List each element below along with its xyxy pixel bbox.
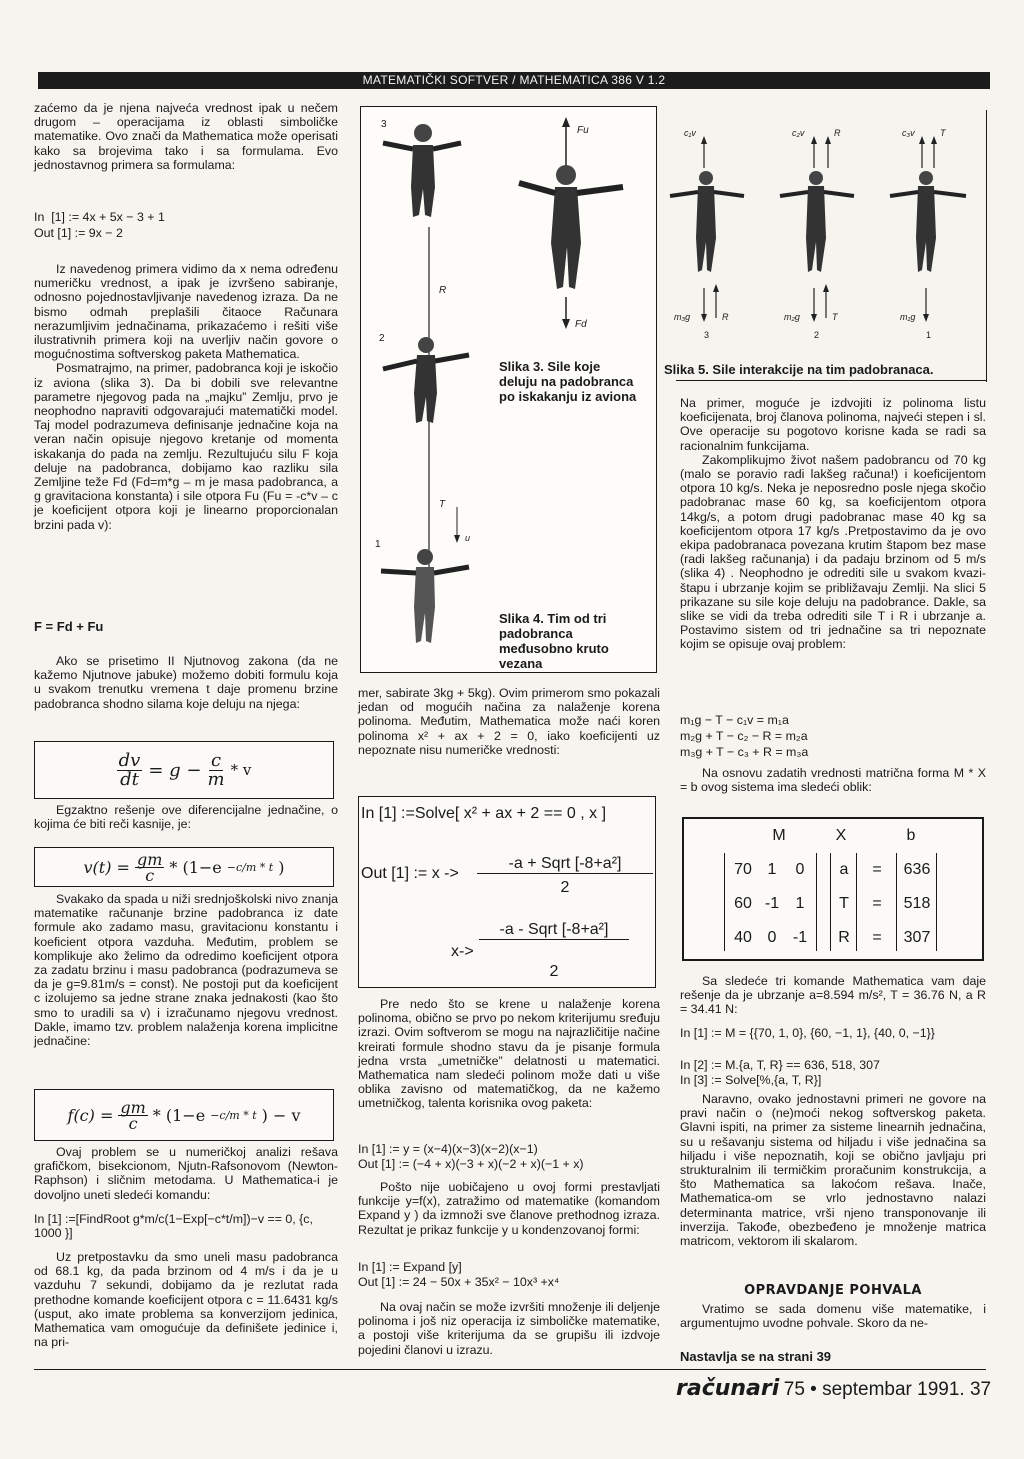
- middle-code-1-out: Out [1] := (−4 + x)(−3 + x)(−2 + x)(−1 + x): [358, 1157, 584, 1171]
- matrix-cell: 1: [795, 895, 805, 912]
- footer: [676, 1376, 991, 1401]
- matrix-m-left-bar: [724, 853, 725, 951]
- parachutist-icon-single: [519, 165, 623, 289]
- left-column-top: [34, 101, 338, 172]
- left-para-8: Uz pretpostavku da smo uneli masu padobranca od 68.1 kg, da pada brzinom od 4 m/s i da je u vazduhu 7 sekundi, dobijamo da je rezlutat rada prethodne komande koeficijent otpora c = 11.6431 kg/s (usput, ako imate problema sa konverzijom jedinica, Mathematica vam omogućuje da definišete jedinice i, na pri-: [34, 1250, 338, 1350]
- matrix-cell: 40: [734, 929, 752, 946]
- matrix-cell: -1: [792, 929, 808, 946]
- fig5-bottom-label-2: R: [722, 312, 729, 322]
- fig5-bottom-label-1: m₃g: [674, 312, 691, 322]
- right-column-para4: [680, 974, 986, 1017]
- middle-code-2-out: Out [1] := 24 − 50x + 35x² − 10x³ +x⁴: [358, 1275, 560, 1289]
- matrix-cell: 60: [734, 895, 752, 912]
- fig5-frame-right: [986, 110, 987, 382]
- solve-numerator-1: -a + Sqrt [-8+a²]: [477, 855, 653, 874]
- matrix-b-right-bar: [936, 853, 937, 951]
- fig5-bottom-label-5: m₁g: [900, 312, 916, 322]
- right-cmd-3: In [3] := Solve[%,{a, T, R}]: [680, 1073, 822, 1087]
- parachutist-icon-fig5-3: [670, 171, 744, 272]
- figure-5-area: [664, 112, 990, 342]
- matrix-cell: T: [839, 895, 849, 912]
- page-header: MATEMATIČKI SOFTVER / MATHEMATICA 386 V 1.2: [38, 72, 990, 89]
- matrix-cell: -1: [764, 895, 780, 912]
- matrix-cell: a: [839, 861, 849, 878]
- matrix-header-m: M: [772, 827, 786, 844]
- middle-para-3: Pošto nije uobičajeno u ovoj formi prestavljati funkcije y=f(x), zatražimo od matematike (komandom Expand y ) da izmnoži sve članove prethodnog izraza. Rezultat je prikaz funkcije y u kondenzovanoj formi:: [358, 1180, 660, 1237]
- team-forces-svg: [664, 112, 990, 342]
- label-t: T: [439, 499, 446, 510]
- label-fu: Fu: [577, 125, 589, 136]
- system-eq-3: m₃g + T − c₃ + R = m₃a: [680, 745, 809, 759]
- middle-para-4: Na ovaj način se može izvršiti množenje ili deljenje polinoma i još niz operacija iz simboličke matematike, a postoji više kriterijuma da se grupišu ili izdvoje pojedini članovi u izrazu.: [358, 1300, 660, 1357]
- left-para-1: zaćemo da je njena najveća vrednost ipak u nečem drugom – operacijama iz oblasti simboličke matematike. Ovo znači da Mathematica može operisati kako sa brojevima tako i sa formulama. Evo jednostavnog primera sa formulama:: [34, 101, 338, 172]
- fig5-number-3: 3: [704, 330, 710, 340]
- solve-out-label: Out [1] := x ->: [361, 865, 459, 882]
- left-column-para5: [34, 803, 338, 831]
- right-para-2: Zakomplikujmo život našem padobrancu od 70 kg (malo se poravio radi lakšeg računa!) i koeficijentom otpora 10 kg/s. Neka je neposredno posle njega skočio padobranac mase 60 kg, sa koeficijentom otpora 14kg/s, a potom drugi padobranac mase 40 kg sa koeficijentom otpora 17 kg/s .Pretpostavimo da je ovo ekipa padobranaca povezana krutim štapom bez mase (radi lakšeg računanja) i da padaju brzinom od 5 m/s (slika 4) . Neophodno je odrediti sile u svakom kvazi-štapu i ubrzanje kojim se približavaju Zemlji. Na slici 5 prikazane su sile koje deluju na padobrance. Dakle, sa slike se vidi da treba odrediti sile T i R i ubrzanje a. Postavimo sistem od tri jednačine sa tri nepoznate kojim se opisuje ovaj problem:: [680, 452, 986, 652]
- solve-denominator-2: 2: [549, 963, 559, 980]
- figure-3-4-frame: [360, 106, 657, 673]
- left-column-para4: [34, 654, 338, 711]
- right-cmd-2: In [2] := M.{a, T, R} == 636, 518, 307: [680, 1058, 880, 1072]
- eq-fc: f(c) = $\frac{gm}{c}$ * (1−e −c/m * t ) − v: [67, 1097, 301, 1133]
- matrix-cell: 307: [903, 929, 931, 946]
- label-number-1: 1: [375, 539, 381, 550]
- matrix-cell: 636: [903, 861, 931, 878]
- fig5-frame-bottom: [676, 380, 986, 381]
- parachutist-icon-fig5-2: [780, 171, 854, 272]
- fig5-top-label-2: c₂v: [792, 128, 805, 138]
- matrix-cell: =: [872, 861, 882, 878]
- left-para-5: Egzaktno rešenje ove diferencijalne jednačine, o kojima će biti reči kasnije, je:: [34, 803, 338, 832]
- solve-input: In [1] :=Solve[ x² + ax + 2 == 0 , x ]: [361, 805, 607, 822]
- right-para-3: Na osnovu zadatih vrednosti matrična forma M * X = b ovog sistema ima sledeći oblik:: [680, 766, 986, 795]
- matrix-cell: 1: [767, 861, 777, 878]
- solve-box: [358, 796, 656, 988]
- middle-code-1-in: In [1] := y = (x−4)(x−3)(x−2)(x−1): [358, 1142, 538, 1156]
- code-in-1: In [1] := 4x + 5x − 3 + 1: [34, 210, 165, 224]
- eq-dv-dt: $\frac{dv}{dt}$ = g − $\frac{c}{m}$ * v: [118, 749, 252, 790]
- fig5-bottom-label-3: m₂g: [784, 312, 800, 322]
- matrix-cell: 70: [734, 861, 752, 878]
- equation-box-fc: [34, 1089, 334, 1141]
- left-para-4: Ako se prisetimo II Njutnovog zakona (da ne kažemo Njutnove jabuke) možemo dobiti formulu koja u svakom trenutku vremena t daje promenu brzine padobranca shodno silama koje deluju na njega:: [34, 654, 338, 711]
- right-para-4: Sa sledeće tri komande Mathematica vam daje rešenje da je ubrzanje a=8.594 m/s², T = 36.76 N, a R = 34.41 N:: [680, 974, 986, 1017]
- right-cmd-1: In [1] := M = {{70, 1, 0}, {60, −1, 1}, {40, 0, −1}}: [680, 1026, 935, 1040]
- matrix-header-x: X: [835, 827, 847, 844]
- middle-column-para3: [358, 1180, 660, 1237]
- label-fd: Fd: [575, 319, 587, 330]
- right-column-para6: [680, 1302, 986, 1330]
- matrix-x-right-bar: [856, 853, 857, 951]
- code-out-1: Out [1] := 9x − 2: [34, 226, 123, 240]
- left-para-6: Svakako da spada u niži srednjoškolski nivo znanja matematike računanje brzine padobranca iz date formule ako zadamo masu, gravitacionu konstantu i koeficient otpora vazduha. Međutim, problem se komplikuje ako želimo da odredimo koeficijent otpora za zadatu brzinu i masu padobranca (podrazumeva se da je g=9.81m/s = const). Ne postoji put da koeficijent c izolujemo sa jedne strane znaka jednakosti (kao što smo to uradili sa v) i izračunamo njegovu vrednost. Dakle, imamo tzv. problem nalaženja korena implicitne jednačine:: [34, 892, 338, 1049]
- right-para-5: Naravno, ovako jednostavni primeri ne govore na pravi način o (ne)moći nekog softverskog paketa. Glavni ispiti, na primer za sisteme linearnih jednačina, su u rešavanju sistema od hiljadu i više jednačina sa hiljadu i više nepoznatih, koji se obično javljaju pri strukturalnim ili termičkim proračunim konstrukcija, a što Mathematica sa lakoćom rešava. Inače, Mathematica-om se vrlo jednostavno nalazi determinanta matrice, vrši njeno transponovanje ili inverzija. Takođe, obezbeđeno je množenje matrica matricom, vektorom ili skalarom.: [680, 1092, 986, 1249]
- footer-brand: računari: [676, 1376, 780, 1401]
- force-equation: F = Fd + Fu: [34, 619, 104, 634]
- parachutist-icon-team-3: [383, 124, 461, 217]
- parachutist-icon-fig5-1: [890, 171, 966, 272]
- label-number-2: 2: [379, 333, 385, 344]
- left-column-para6: [34, 892, 338, 1048]
- findroot-command: In [1] :=[FindRoot g*m/c(1−Exp[−c*t/m])−v == 0, {c, 1000 }]: [34, 1212, 313, 1241]
- middle-para-2: Pre nedo što se krene u nalaženje korena polinoma, obično se prvo po nekom kriterijumu sređuju izrazi. Ovim softverom se mogu na najrazličitije načine kreirati formule shodno stavu da je pisanje formula jedna vrsta „umetničke” delatnosti u matematici. Mathematica nam sledeći polinom može dati u više oblika zavisno od matematičkog, da ne kažemo umetničkog, talenta korisnika ovog paketa:: [358, 997, 660, 1111]
- matrix-header-b: b: [906, 827, 916, 844]
- section-title: OPRAVDANJE POHVALA: [744, 1283, 922, 1298]
- left-column-para7: [34, 1145, 338, 1202]
- footer-issue: 75 • septembar 1991. 37: [783, 1379, 992, 1400]
- left-column-para8: [34, 1250, 338, 1349]
- label-r: R: [439, 285, 447, 296]
- fig5-top-label-3: R: [834, 128, 841, 138]
- equation-box-vt: [34, 847, 334, 887]
- eq-vt: v(t) = $\frac{gm}{c}$ * (1−e −c/m * t ): [83, 849, 285, 885]
- solve-denominator-1: 2: [560, 879, 570, 896]
- right-column-para5: [680, 1092, 986, 1248]
- middle-column-para1: [358, 686, 660, 757]
- figure-3-caption: Slika 3. Sile koje deluju na padobranca po iskakanju iz aviona: [499, 359, 637, 404]
- right-para-6: Vratimo se sada domenu više matematike, i argumentujmo uvodne pohvale. Skoro da ne-: [680, 1302, 986, 1331]
- fig5-top-label-4: c₃v: [902, 128, 915, 138]
- fig5-top-label-5: T: [940, 128, 946, 138]
- fig5-number-2: 2: [814, 330, 820, 340]
- right-para-1: Na primer, moguće je izdvojiti iz polinoma listu koeficijenata, broj članova polinoma, najveći stepen i sl. Ove operacije su pogotovo korisne kada se radi sa racionalnim funkcijama.: [680, 396, 986, 453]
- middle-column-para2: [358, 997, 660, 1111]
- solve-numerator-2: -a - Sqrt [-8+a²]: [479, 921, 629, 940]
- middle-code-2-in: In [1] := Expand [y]: [358, 1260, 462, 1274]
- left-column-body: [34, 262, 338, 532]
- matrix-cell: 0: [767, 929, 777, 946]
- system-eq-2: m₂g + T − c₂ − R = m₂a: [680, 729, 808, 743]
- figure-5-caption: Slika 5. Sile interakcije na tim padobranaca.: [664, 362, 934, 377]
- matrix-cell: 0: [795, 861, 805, 878]
- equation-box-dv-dt: [34, 741, 334, 799]
- matrix-cell: =: [872, 929, 882, 946]
- matrix-box: [682, 817, 984, 961]
- middle-column-para4: [358, 1300, 660, 1357]
- matrix-m-right-bar: [816, 853, 817, 951]
- matrix-cell: =: [872, 895, 882, 912]
- right-column-para3: [680, 766, 986, 794]
- fig5-top-label-1: c₁v: [684, 128, 696, 138]
- system-eq-1: m₁g − T − c₁v = m₁a: [680, 713, 789, 727]
- matrix-cell: 518: [903, 895, 931, 912]
- matrix-cell: R: [838, 929, 850, 946]
- parachutist-icon-team-1: [381, 549, 469, 643]
- continued-note: Nastavlja se na strani 39: [680, 1349, 832, 1364]
- figure-4-caption: Slika 4. Tim od tri padobranca međusobno kruto vezana: [499, 611, 609, 671]
- parachutist-icon-team-2: [383, 337, 469, 423]
- left-para-2: Iz navedenog primera vidimo da x nema određenu numeričku vrednost, a ipak je izvršeno sabiranje, odnosno pojednostavljivanje navedenog izraza. Da ne bismo odmah preplašili čitaoce Računara nerazumljivim jednačinama, prikazaćemo i rešiti više ilustrativnih primera koji na uverljiv način govore o mogućnostima softverskog paketa Mathematica.: [34, 262, 338, 362]
- middle-para-1: mer, sabirate 3kg + 5kg). Ovim primerom smo pokazali jedan od mogućih načina za nalaženje korena polinoma. Međutim, Mathematica može naći koren polinoma x² + ax + 2 = 0, iako koeficijenti uz nepoznate nisu numeričke vrednosti:: [358, 686, 660, 757]
- footer-rule: [34, 1369, 986, 1370]
- fig5-bottom-label-4: T: [832, 312, 838, 322]
- left-para-3: Posmatrajmo, na primer, padobranca koji je iskočio iz aviona (slika 3). Da bi dobili sve relevantne parametre njegovog pada na „majku” Zemlju, prvo je neophodno napraviti odgovarajući matematički model. Taj model podrazumeva definisanje jednačine koja na veran način opisuje njegovo kretanje od momenta iskakanja do pada na zemlju. Rezultujuću silu F koja deluje na padobranca, dobijamo kao razliku sila Zemljine teže Fd (Fd=m*g – m je masa padobranca, a g gravitaciona konstanta) i sile otpora Fu (Fu = -c*v – c je koeficijent otpora koji je linearno proporcionalan brzini pada v):: [34, 361, 338, 532]
- matrix-b-left-bar: [896, 853, 897, 951]
- left-para-7: Ovaj problem se u numeričkoj analizi rešava grafičkom, bisekcionom, Njutn-Rafsonovom (Newton-Raphson) i sličnim metodama. U Mathematica-i je dovoljno uneti sledeći komandu:: [34, 1145, 338, 1202]
- solve-x2-label: x->: [451, 943, 474, 960]
- fig5-number-1: 1: [926, 330, 932, 340]
- right-column-top: [680, 396, 986, 652]
- matrix-x-left-bar: [830, 853, 831, 951]
- label-u: u: [465, 533, 471, 543]
- label-number-3: 3: [381, 119, 387, 130]
